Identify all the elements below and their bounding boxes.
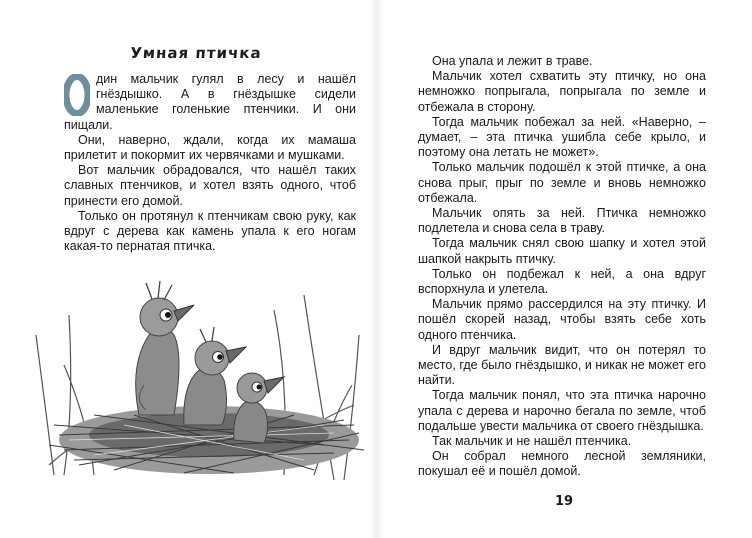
paragraph: Тогда мальчик снял свою шапку и хотел этой шапкой накрыть птичку.: [418, 236, 706, 266]
right-page-text: [418, 54, 706, 480]
paragraph: Только он подбежал к ней, а она вдруг вспорхнула и улетела.: [418, 266, 706, 297]
paragraph-text: дин мальчик гулял в лесу и нашёл гнёздышко. А в гнёздышке сидели маленькие голенькие птенчики. И они пищали.: [64, 72, 356, 132]
chick-1: [136, 281, 194, 415]
paragraph: Мальчик хотел схватить эту птичку, но она немножко попрыгала, попрыгала по земле и отбежала в сторону.: [418, 69, 706, 114]
story-title: Умная птичка: [129, 44, 263, 62]
drop-cap-letter-graphic: [64, 74, 90, 116]
paragraph: Мальчик прямо рассердился на эту птичку. И пошёл скорей назад, чтобы взять себе хоть одного птенчика.: [418, 297, 706, 342]
right-page: [376, 0, 752, 538]
paragraph: Мальчик опять за ней. Птичка немножко подлетела и снова села в траву.: [418, 206, 706, 236]
paragraph: Тогда мальчик понял, что эта птичка нарочно упала с дерева и нарочно бегала по земле, чтоб подальше увести мальчика от своего гнёздышка.: [418, 388, 706, 433]
paragraph: И вдруг мальчик видит, что он потерял то место, где было гнёздышко, и никак не может его найти.: [418, 342, 706, 388]
paragraph: Вот мальчик обрадовался, что нашёл таких славных птенчиков, и хотел взять одного, чтоб принести его домой.: [64, 163, 356, 208]
paragraph: [64, 72, 356, 133]
paragraph: Тогда мальчик побежал за ней. «Наверно, – думает, – эта птичка ушибла себе крыло, и поэтому она летать не может».: [418, 114, 706, 160]
paragraph: Только он протянул к птенчикам свою руку, как вдруг с дерева как камень упала к его ногам какая-то пернатая птичка.: [64, 208, 356, 254]
chicks-in-nest-illustration: [34, 275, 364, 490]
left-page-text: [64, 72, 356, 254]
paragraph: Так мальчик и не нашёл птенчика.: [432, 434, 632, 449]
page-number: 19: [554, 494, 574, 509]
drop-cap: [64, 74, 90, 116]
paragraph: Только мальчик подошёл к этой птичке, а она снова прыг, прыг по земле и вновь немножко отбежала.: [418, 160, 706, 205]
paragraph: Они, наверно, ждали, когда их мамаша прилетит и покормит их червячками и мушками.: [64, 132, 356, 163]
paragraph: Она упала и лежит в траве.: [432, 54, 593, 68]
paragraph: Он собрал немного лесной земляники, покушал её и пошёл домой.: [418, 449, 706, 479]
